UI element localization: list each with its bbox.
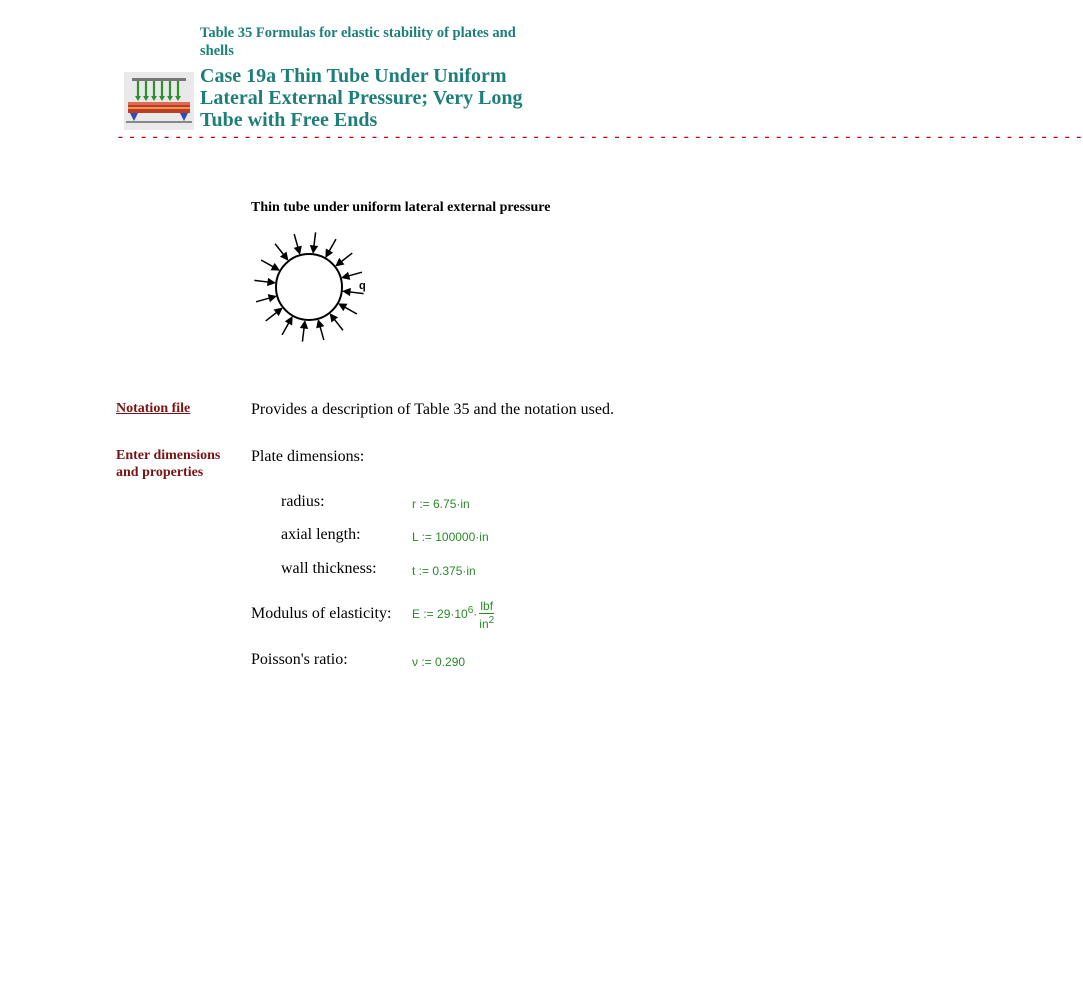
pressure-arrow-head	[339, 304, 346, 310]
pressure-arrow-head	[272, 264, 279, 270]
modulus-units-den-base: in	[479, 617, 489, 631]
pressure-arrow-head	[344, 289, 350, 295]
pressure-label: q	[359, 280, 366, 292]
axial-length-label: axial length:	[281, 526, 361, 543]
enter-dimensions-label-line1: Enter dimensions	[116, 448, 221, 463]
wall-thickness-expression[interactable]: t := 0.375·in	[412, 564, 476, 578]
poisson-label: Poisson's ratio:	[251, 651, 348, 668]
modulus-lhs: E := 29·10	[412, 607, 468, 622]
notation-description: Provides a description of Table 35 and the notation used.	[251, 401, 614, 418]
pressure-arrow-head	[295, 247, 301, 254]
modulus-units-denominator	[479, 614, 494, 631]
beam-load-logo-icon	[124, 72, 194, 130]
pressure-arrow-head	[301, 322, 307, 328]
radius-label: radius:	[281, 493, 325, 510]
radius-expression[interactable]: r := 6.75·in	[412, 497, 470, 511]
poisson-expression[interactable]: ν := 0.290	[412, 655, 466, 669]
pressure-arrow-head	[326, 250, 332, 257]
modulus-units-den-exp: 2	[488, 615, 495, 626]
plate-dimensions-label: Plate dimensions:	[251, 448, 365, 465]
pressure-arrow-head	[286, 317, 292, 324]
tube-pressure-diagram	[253, 230, 373, 342]
table-title: Table 35 Formulas for elastic stability of plates and shells	[200, 25, 516, 59]
enter-dimensions-label	[116, 447, 220, 481]
wall-thickness-label: wall thickness:	[281, 560, 377, 577]
axial-length-expression[interactable]: L := 100000·in	[412, 530, 489, 544]
pressure-arrow-head	[268, 279, 274, 285]
modulus-exponent: 6	[467, 605, 474, 617]
modulus-label: Modulus of elasticity:	[251, 605, 392, 622]
enter-dimensions-label-line2: and properties	[116, 465, 204, 480]
modulus-expression[interactable]: E := $29\cdot 10^6\cdot$ $\frac{\text{lbf}}{in^2}$	[412, 599, 495, 631]
modulus-units	[479, 599, 494, 631]
pressure-arrow-head	[317, 321, 323, 328]
figure-caption: Thin tube under uniform lateral external pressure	[251, 200, 551, 215]
notation-file-link[interactable]: Notation file	[116, 401, 191, 416]
pressure-arrow-head	[343, 273, 350, 279]
section-divider: - - - - - - - - - - - - - - - - - - - - - - - - - - - - - - - - - - - - - - - - - - - - - - - - - - - - - - - - - - - - - - - - - - - - - - - - - - - - - - - - - - - -	[118, 129, 1083, 145]
pressure-arrow-head	[269, 295, 276, 301]
modulus-units-numerator: lbf	[480, 599, 494, 613]
case-title: Case 19a Thin Tube Under Uniform Lateral External Pressure; Very Long Tube with Free Ends	[200, 65, 523, 131]
pressure-arrow-head	[311, 246, 317, 252]
